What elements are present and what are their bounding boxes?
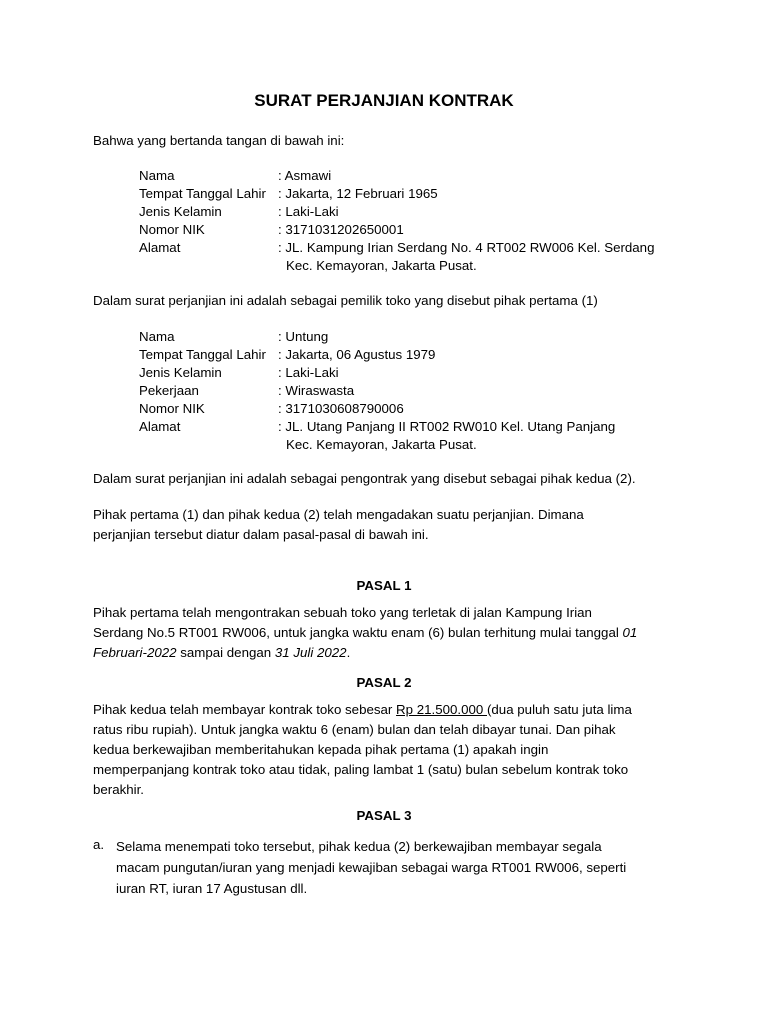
party2-description: Dalam surat perjanjian ini adalah sebagai pengontrak yang disebut sebagai pihak kedua (2). (93, 471, 636, 486)
field-value: : JL. Kampung Irian Serdang No. 4 RT002 RW006 Kel. Serdang (278, 240, 655, 255)
agreement-line: Pihak pertama (1) dan pihak kedua (2) telah mengadakan suatu perjanjian. Dimana (93, 507, 584, 522)
party2-row-gender (139, 364, 699, 382)
item-line: macam pungutan/iuran yang menjadi kewajiban sebagai warga RT001 RW006, seperti (116, 860, 627, 875)
party2-identity (139, 328, 699, 454)
field-value: : Wiraswasta (278, 383, 355, 398)
party1-identity (139, 167, 699, 275)
party1-description: Dalam surat perjanjian ini adalah sebagai pemilik toko yang disebut pihak pertama (1) (93, 293, 598, 308)
field-value: : Jakarta, 12 Februari 1965 (278, 186, 438, 201)
item-line: Selama menempati toko tersebut, pihak kedua (2) berkewajiban membayar segala (116, 839, 602, 854)
pasal3-heading: PASAL 3 (356, 808, 412, 823)
pasal2-text: (dua puluh satu juta lima (486, 702, 632, 717)
pasal1-text: . (346, 645, 351, 660)
field-value: : Jakarta, 06 Agustus 1979 (278, 347, 436, 362)
pasal2-line: memperpanjang kontrak toko atau tidak, paling lambat 1 (satu) bulan sebelum kontrak toko (93, 762, 629, 777)
pasal2-heading: PASAL 2 (356, 675, 412, 690)
pasal2-paragraph (93, 700, 693, 800)
list-item-body (116, 836, 683, 899)
field-value: : Laki-Laki (278, 365, 339, 380)
payment-amount: Rp 21.500.000 (396, 702, 487, 717)
start-date: 01 (622, 625, 638, 640)
field-label: Nama (139, 329, 175, 344)
list-marker: a. (93, 837, 105, 852)
field-label: Tempat Tanggal Lahir (139, 186, 266, 201)
field-value: : 3171030608790006 (278, 401, 404, 416)
pasal2-line (93, 700, 693, 720)
party2-row-nama (139, 328, 699, 346)
party2-row-job (139, 382, 699, 400)
party1-row-address (139, 239, 699, 257)
party2-row-nik (139, 400, 699, 418)
pasal1-line: Pihak pertama telah mengontrakan sebuah toko yang terletak di jalan Kampung Irian (93, 605, 592, 620)
party2-row-address (139, 418, 699, 436)
field-label: Alamat (139, 419, 181, 434)
field-label: Jenis Kelamin (139, 204, 222, 219)
pasal1-paragraph (93, 603, 693, 663)
pasal1-line (93, 623, 693, 643)
field-label: Pekerjaan (139, 383, 199, 398)
field-label: Tempat Tanggal Lahir (139, 347, 266, 362)
field-value: : Laki-Laki (278, 204, 339, 219)
party2-address-continuation: Kec. Kemayoran, Jakarta Pusat. (286, 437, 477, 452)
field-value: : 3171031202650001 (278, 222, 404, 237)
field-label: Nomor NIK (139, 222, 205, 237)
pasal2-line: kedua berkewajiban memberitahukan kepada pihak pertama (1) apakah ingin (93, 742, 549, 757)
start-date-cont: Februari-2022 (93, 645, 177, 660)
intro-text: Bahwa yang bertanda tangan di bawah ini: (93, 133, 345, 148)
item-line: iuran RT, iuran 17 Agustusan dll. (116, 881, 308, 896)
end-date: 31 Juli 2022 (274, 645, 347, 660)
field-label: Jenis Kelamin (139, 365, 222, 380)
field-label: Nama (139, 168, 175, 183)
pasal1-line (93, 643, 693, 663)
pasal2-text: Pihak kedua telah membayar kontrak toko sebesar (93, 702, 397, 717)
agreement-paragraph (93, 505, 693, 545)
party1-row-nama (139, 167, 699, 185)
field-value: : Untung (278, 329, 329, 344)
agreement-line: perjanjian tersebut diatur dalam pasal-pasal di bawah ini. (93, 527, 429, 542)
party1-row-nik (139, 221, 699, 239)
document-title: SURAT PERJANJIAN KONTRAK (254, 91, 514, 110)
field-label: Alamat (139, 240, 181, 255)
party1-row-ttl (139, 185, 699, 203)
field-value: : Asmawi (278, 168, 332, 183)
party1-address-continuation: Kec. Kemayoran, Jakarta Pusat. (286, 258, 477, 273)
field-label: Nomor NIK (139, 401, 205, 416)
pasal1-text: Serdang No.5 RT001 RW006, untuk jangka waktu enam (6) bulan terhitung mulai tanggal (93, 625, 623, 640)
pasal1-heading: PASAL 1 (356, 578, 412, 593)
party1-row-gender (139, 203, 699, 221)
pasal2-line: ratus ribu rupiah). Untuk jangka waktu 6 (enam) bulan dan telah dibayar tunai. Dan pihak (93, 722, 616, 737)
pasal2-line: berakhir. (93, 782, 144, 797)
pasal1-text: sampai dengan (176, 645, 275, 660)
party2-row-ttl (139, 346, 699, 364)
pasal3-item-a (93, 836, 683, 899)
field-value: : JL. Utang Panjang II RT002 RW010 Kel. Utang Panjang (278, 419, 616, 434)
